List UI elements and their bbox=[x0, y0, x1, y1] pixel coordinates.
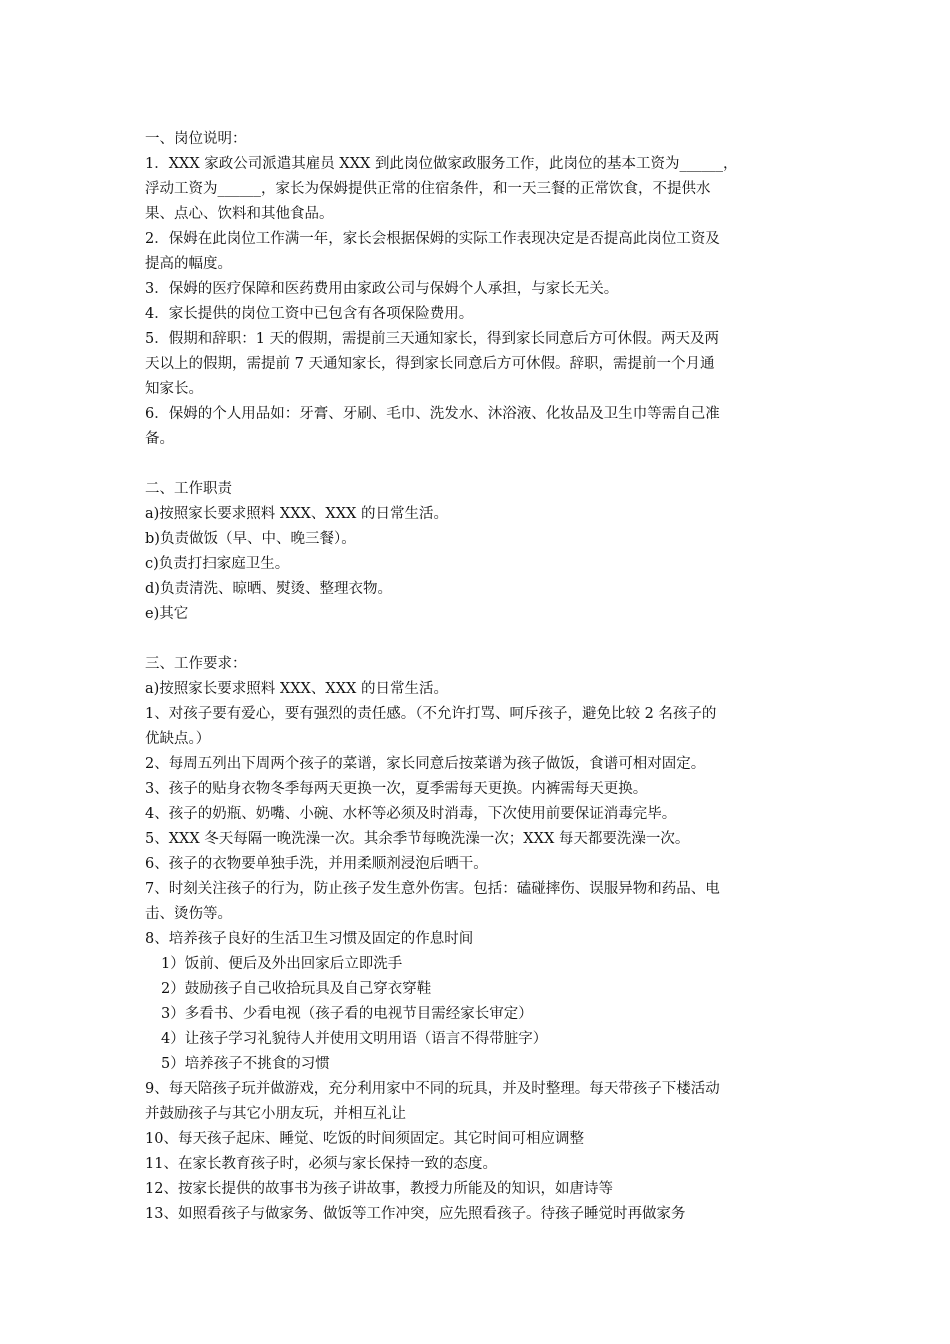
sub-list-item: 2）鼓励孩子自己收拾玩具及自己穿衣穿鞋 bbox=[161, 981, 432, 997]
text-line: 4、孩子的奶瓶、奶嘴、小碗、水杯等必须及时消毒，下次使用前要保证消毒完毕。 bbox=[145, 806, 677, 822]
sub-list-item: 1）饭前、便后及外出回家后立即洗手 bbox=[161, 956, 403, 972]
section-3-body bbox=[145, 677, 813, 1227]
list-item: b)负责做饭（早、中、晚三餐）。 bbox=[145, 531, 356, 547]
text-line: 天以上的假期，需提前 7 天通知家长，得到家长同意后方可休假。辞职，需提前一个月通 bbox=[145, 356, 715, 372]
text-line: 击、烫伤等。 bbox=[145, 906, 232, 922]
section-2-title: 二、工作职责 bbox=[145, 481, 232, 497]
text-line: 并鼓励孩子与其它小朋友玩，并相互礼让 bbox=[145, 1106, 406, 1122]
section-2-body bbox=[145, 502, 813, 627]
text-line: 2．保姆在此岗位工作满一年，家长会根据保姆的实际工作表现决定是否提高此岗位工资及 bbox=[145, 231, 720, 247]
text-line: 备。 bbox=[145, 431, 174, 447]
section-spacer bbox=[145, 452, 813, 477]
text-line: 7、时刻关注孩子的行为，防止孩子发生意外伤害。包括：磕碰摔伤、误服异物和药品、电 bbox=[145, 881, 720, 897]
sub-list-item: 5）培养孩子不挑食的习惯 bbox=[161, 1056, 330, 1072]
text-line: 13、如照看孩子与做家务、做饭等工作冲突，应先照看孩子。待孩子睡觉时再做家务 bbox=[145, 1206, 686, 1222]
sub-list-item: 4）让孩子学习礼貌待人并使用文明用语（语言不得带脏字） bbox=[161, 1031, 548, 1047]
text-line: 知家长。 bbox=[145, 381, 203, 397]
text-line: 10、每天孩子起床、睡觉、吃饭的时间须固定。其它时间可相应调整 bbox=[145, 1131, 584, 1147]
text-line: 浮动工资为______，家长为保姆提供正常的住宿条件，和一天三餐的正常饮食，不提供水 bbox=[145, 181, 711, 197]
text-line: 5、XXX 冬天每隔一晚洗澡一次。其余季节每晚洗澡一次；XXX 每天都要洗澡一次。 bbox=[145, 831, 690, 847]
list-item: e)其它 bbox=[145, 606, 189, 622]
text-line: 3、孩子的贴身衣物冬季每两天更换一次，夏季需每天更换。内裤需每天更换。 bbox=[145, 781, 648, 797]
text-line: 12、按家长提供的故事书为孩子讲故事，教授力所能及的知识，如唐诗等 bbox=[145, 1181, 613, 1197]
section-1-body bbox=[145, 152, 813, 452]
text-line: 果、点心、饮料和其他食品。 bbox=[145, 206, 334, 222]
text-line: 2、每周五列出下周两个孩子的菜谱，家长同意后按菜谱为孩子做饭，食谱可相对固定。 bbox=[145, 756, 706, 772]
text-line: 5．假期和辞职：1 天的假期，需提前三天通知家长，得到家长同意后方可休假。两天及两 bbox=[145, 331, 720, 347]
sub-list-item: 3）多看书、少看电视（孩子看的电视节目需经家长审定） bbox=[161, 1006, 533, 1022]
section-spacer bbox=[145, 627, 813, 652]
text-line: 优缺点。） bbox=[145, 731, 211, 747]
text-line: 6．保姆的个人用品如：牙膏、牙刷、毛巾、洗发水、沐浴液、化妆品及卫生巾等需自己准 bbox=[145, 406, 720, 422]
text-line: 1、对孩子要有爱心，要有强烈的责任感。（不允许打骂、呵斥孩子，避免比较 2 名孩子的 bbox=[145, 706, 717, 722]
list-item: d)负责清洗、晾晒、熨烫、整理衣物。 bbox=[145, 581, 392, 597]
text-line: 11、在家长教育孩子时，必须与家长保持一致的态度。 bbox=[145, 1156, 497, 1172]
text-line: 8、培养孩子良好的生活卫生习惯及固定的作息时间 bbox=[145, 931, 474, 947]
list-item: a)按照家长要求照料 XXX、XXX 的日常生活。 bbox=[145, 506, 448, 522]
text-line: 1．XXX 家政公司派遣其雇员 XXX 到此岗位做家政服务工作，此岗位的基本工资为______， bbox=[145, 156, 738, 172]
section-3-title: 三、工作要求： bbox=[145, 656, 247, 672]
text-line: 9、每天陪孩子玩并做游戏，充分利用家中不同的玩具，并及时整理。每天带孩子下楼活动 bbox=[145, 1081, 720, 1097]
text-line: 提高的幅度。 bbox=[145, 256, 232, 272]
document-body bbox=[145, 127, 813, 1227]
text-line: 4．家长提供的岗位工资中已包含有各项保险费用。 bbox=[145, 306, 474, 322]
text-line: 3．保姆的医疗保障和医药费用由家政公司与保姆个人承担，与家长无关。 bbox=[145, 281, 619, 297]
section-1-title: 一、岗位说明： bbox=[145, 131, 247, 147]
text-line: a)按照家长要求照料 XXX、XXX 的日常生活。 bbox=[145, 681, 448, 697]
list-item: c)负责打扫家庭卫生。 bbox=[145, 556, 290, 572]
text-line: 6、孩子的衣物要单独手洗，并用柔顺剂浸泡后晒干。 bbox=[145, 856, 488, 872]
